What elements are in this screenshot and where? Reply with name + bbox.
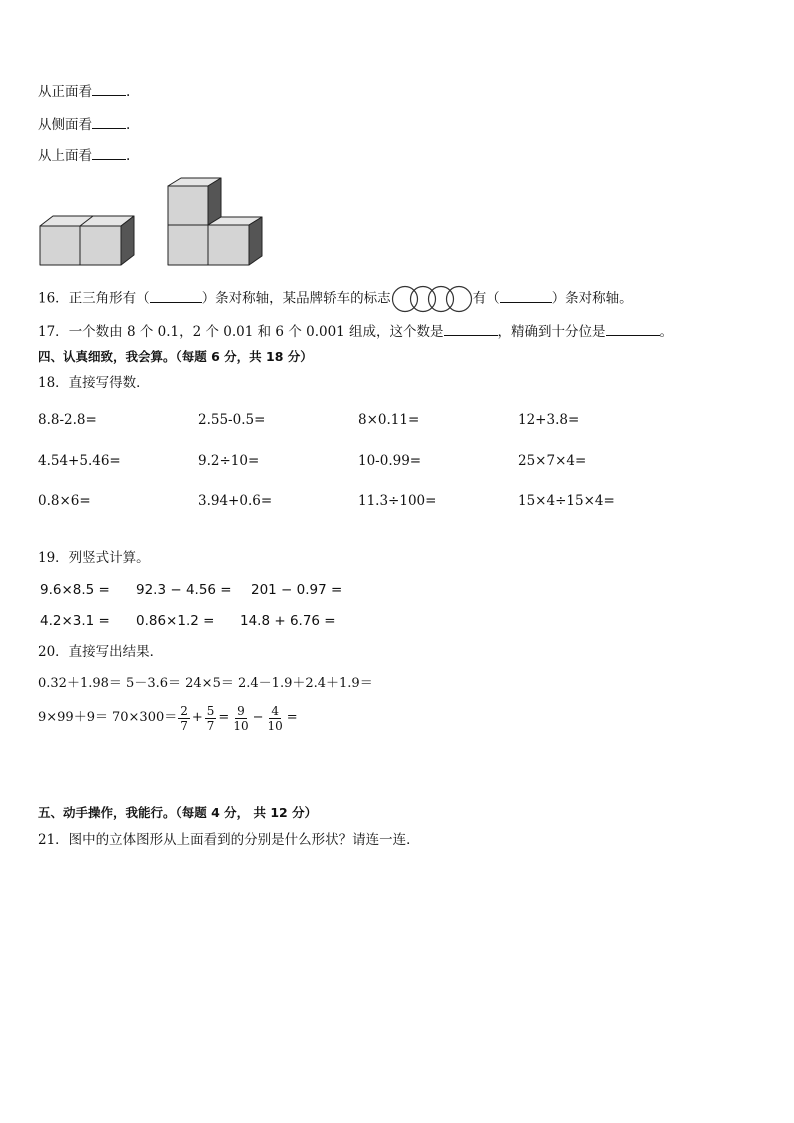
q18-item: 4.54+5.46= xyxy=(38,453,121,469)
q20-row-1 xyxy=(38,675,373,693)
q18-item: 10-0.99= xyxy=(358,453,422,469)
q17-text-1: 一个数由 8 个 0.1，2 个 0.01 和 6 个 0.001 组成，这个数是 xyxy=(68,324,444,340)
q17-number: 17． xyxy=(38,324,69,340)
view-top-line xyxy=(38,146,130,165)
answer-blank[interactable] xyxy=(92,146,126,160)
operator: + xyxy=(191,710,203,725)
q20-item: 0.32＋1.98＝ xyxy=(38,676,122,691)
q19-item: 9.6×8.5 = xyxy=(40,582,110,598)
q19-item: 4.2×3.1 = xyxy=(40,613,110,629)
view-top-end: . xyxy=(126,148,131,164)
view-side-end: . xyxy=(126,117,131,133)
view-front-end: . xyxy=(126,84,131,100)
operator: − xyxy=(252,710,264,725)
answer-blank[interactable] xyxy=(444,322,498,336)
q19-item: 201 − 0.97 = xyxy=(251,582,343,598)
q20-item: 5－3.6＝ xyxy=(126,676,181,691)
q18-item: 2.55-0.5= xyxy=(198,412,266,428)
q17-text-2: ，精确到十分位是 xyxy=(497,324,606,340)
q18-item: 15×4÷15×4= xyxy=(518,493,615,509)
q20-item: 24×5＝ xyxy=(185,676,234,691)
fraction: $\frac{2}{7}$ xyxy=(180,703,188,733)
question-17 xyxy=(38,322,673,341)
q16-text-2: ）条对称轴，某品牌轿车的标志 xyxy=(201,290,391,307)
cube-figures xyxy=(38,176,268,268)
question-16 xyxy=(38,285,633,313)
q19-item: 14.8 + 6.76 = xyxy=(240,613,336,629)
q19-item: 0.86×1.2 = xyxy=(136,613,215,629)
q18-item: 8×0.11= xyxy=(358,412,420,428)
q20-item: 2.4－1.9＋2.4＋1.9＝ xyxy=(238,676,373,691)
q20-title: 20．直接写出结果． xyxy=(38,644,164,660)
answer-blank[interactable] xyxy=(92,82,126,96)
section-5-title: 五、动手操作，我能行。（每题 4 分， 共 12 分） xyxy=(38,805,318,820)
view-side-label: 从侧面看 xyxy=(38,117,92,133)
q20-item: 9×99＋9＝ xyxy=(38,710,108,725)
q20-item: 70×300＝ xyxy=(111,710,178,725)
answer-blank[interactable] xyxy=(150,289,202,303)
q16-number: 16． xyxy=(38,290,69,307)
view-top-label: 从上面看 xyxy=(38,148,92,164)
cube-group-right xyxy=(168,178,262,265)
q16-text-1: 正三角形有（ xyxy=(68,290,150,307)
view-front-line xyxy=(38,82,130,101)
q19-title: 19．列竖式计算。 xyxy=(38,550,150,566)
operator: = xyxy=(218,710,230,725)
q17-text-3: 。 xyxy=(659,324,674,340)
q16-text-3: 有（ xyxy=(472,290,500,307)
q18-item: 25×7×4= xyxy=(518,453,587,469)
view-front-label: 从正面看 xyxy=(38,84,92,100)
q19-item: 92.3 − 4.56 = xyxy=(136,582,232,598)
fraction: $\frac{9}{10}$ xyxy=(233,703,249,733)
operator: = xyxy=(286,710,298,725)
section-4-title: 四、认真细致，我会算。（每题 6 分，共 18 分） xyxy=(38,349,313,364)
q18-item: 3.94+0.6= xyxy=(198,493,273,509)
q18-item: 9.2÷10= xyxy=(198,453,260,469)
q18-item: 12+3.8= xyxy=(518,412,580,428)
q20-row-2 xyxy=(38,702,299,734)
q21-title: 21．图中的立体图形从上面看到的分别是什么形状？请连一连． xyxy=(38,832,420,848)
q18-item: 8.8-2.8= xyxy=(38,412,97,428)
answer-blank[interactable] xyxy=(92,115,126,129)
fraction: $\frac{5}{7}$ xyxy=(206,703,215,733)
answer-blank[interactable] xyxy=(606,322,660,336)
q18-item: 0.8×6= xyxy=(38,493,91,509)
fraction: $\frac{4}{10}$ xyxy=(267,703,283,733)
cube-group-left xyxy=(40,216,134,265)
q16-text-4: ）条对称轴。 xyxy=(551,290,633,307)
car-logo-rings-icon xyxy=(391,285,473,313)
q18-title: 18．直接写得数． xyxy=(38,375,150,391)
answer-blank[interactable] xyxy=(500,289,552,303)
q18-item: 11.3÷100= xyxy=(358,493,437,509)
view-side-line xyxy=(38,115,130,134)
